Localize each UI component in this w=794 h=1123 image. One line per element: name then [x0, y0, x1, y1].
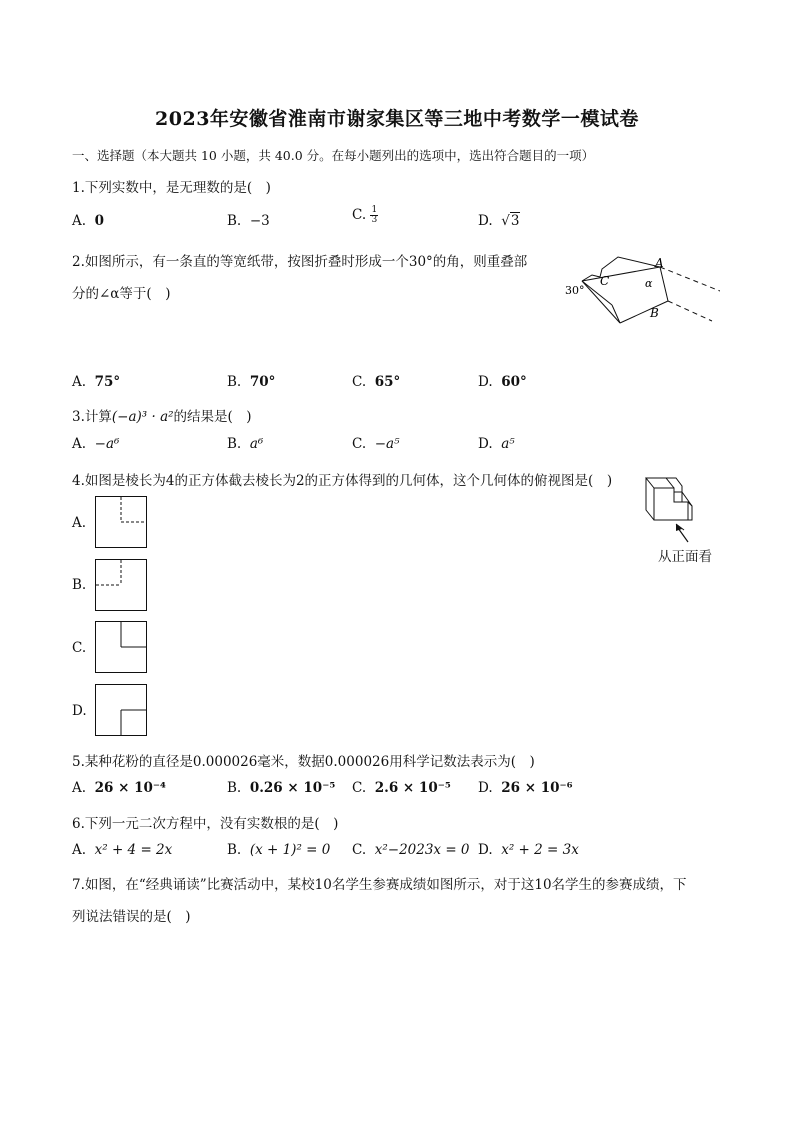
option-letter: A. — [72, 842, 87, 858]
question-5-option-c[interactable] — [352, 780, 451, 796]
question-1-option-c[interactable] — [352, 206, 378, 225]
option-letter: B. — [227, 213, 242, 229]
option-letter: C. — [352, 207, 367, 223]
page-title: 2023年安徽省淮南市谢家集区等三地中考数学一模试卷 — [155, 108, 639, 130]
option-letter: C. — [352, 436, 367, 452]
question-3-stem — [72, 405, 252, 425]
question-6-option-d[interactable] — [478, 842, 579, 858]
option-letter: D. — [478, 780, 493, 796]
question-5-option-a[interactable] — [72, 780, 166, 796]
top-view-d-lines — [95, 684, 147, 736]
question-5-option-b[interactable] — [227, 780, 335, 796]
option-letter: B. — [227, 436, 242, 452]
question-3-option-c[interactable] — [352, 436, 400, 452]
question-2-option-c[interactable] — [352, 374, 400, 390]
question-2-stem-line2: 分的∠α等于( ) — [72, 286, 171, 302]
question-5-option-d[interactable] — [478, 780, 573, 796]
option-value: 0 — [94, 213, 105, 229]
option-letter: D. — [478, 374, 493, 390]
top-view-b-lines — [95, 559, 147, 611]
option-value: 0.26 × 10⁻⁵ — [249, 780, 336, 796]
option-letter: A. — [72, 436, 87, 452]
question-2-option-d[interactable] — [478, 374, 527, 390]
option-value: a⁵ — [501, 436, 515, 452]
option-value: x² + 2 = 3x — [501, 842, 579, 858]
question-6-stem: 6.下列一元二次方程中，没有实数根的是( ) — [72, 816, 339, 832]
option-letter: C. — [352, 842, 367, 858]
question-5-stem: 5.某种花粉的直径是0.000026毫米，数据0.000026用科学记数法表示为( ) — [72, 754, 535, 770]
option-value: −3 — [249, 213, 270, 229]
top-view-d[interactable] — [95, 684, 147, 736]
radicand: 3 — [510, 213, 520, 229]
question-1-stem: 1.下列实数中，是无理数的是( ) — [72, 180, 271, 196]
view-direction-caption: 从正面看 — [658, 549, 712, 565]
label-b: B — [650, 306, 659, 320]
option-letter: B. — [227, 842, 242, 858]
option-value: 60° — [501, 374, 527, 390]
option-letter: D. — [478, 213, 493, 229]
question-4-option-c-label[interactable]: C. — [72, 640, 87, 656]
label-c: C — [600, 274, 610, 288]
option-value: x²−2023x = 0 — [374, 842, 470, 858]
question-4-option-d-label[interactable]: D. — [72, 703, 87, 719]
question-2-option-a[interactable] — [72, 374, 120, 390]
label-alpha: α — [645, 277, 653, 290]
fraction-denominator: 3 — [371, 215, 378, 225]
label-30-degree: 30° — [565, 284, 585, 297]
arrow-icon — [672, 522, 692, 544]
option-letter: A. — [72, 374, 87, 390]
option-letter: D. — [478, 842, 493, 858]
top-view-b[interactable] — [95, 559, 147, 611]
question-7-stem-line1: 7.如图，在“经典诵读”比赛活动中，某校10名学生参赛成绩如图所示，对于这10名学生的参赛成绩，下 — [72, 877, 687, 893]
question-2-stem-line1: 2.如图所示，有一条直的等宽纸带，按图折叠时形成一个30°的角，则重叠部 — [72, 254, 528, 270]
option-value: x² + 4 = 2x — [94, 842, 173, 858]
question-1-option-b[interactable] — [227, 213, 270, 229]
option-letter: A. — [72, 213, 87, 229]
option-value: 2.6 × 10⁻⁵ — [374, 780, 451, 796]
stem-expression: (−a)³ · a² — [111, 409, 174, 425]
option-letter: D. — [478, 436, 493, 452]
top-view-a-lines — [95, 496, 147, 548]
question-3-option-a[interactable] — [72, 436, 119, 452]
question-6-option-c[interactable] — [352, 842, 470, 858]
question-4-option-b-label[interactable]: B. — [72, 577, 87, 593]
option-value: −a⁵ — [374, 436, 400, 452]
option-value: 26 × 10⁻⁴ — [94, 780, 166, 796]
option-letter: C. — [352, 780, 367, 796]
section-heading: 一、选择题（本大题共 10 小题，共 40.0 分。在每小题列出的选项中，选出符合题目的一项） — [72, 148, 595, 163]
question-3-option-d[interactable] — [478, 436, 515, 452]
top-view-c-lines — [95, 621, 147, 673]
option-value: a⁶ — [249, 436, 264, 452]
option-letter: C. — [352, 374, 367, 390]
option-value: 65° — [374, 374, 401, 390]
option-letter: A. — [72, 780, 87, 796]
question-1-option-d[interactable] — [478, 213, 520, 229]
option-value: 70° — [249, 374, 276, 390]
label-a: A — [655, 256, 664, 270]
fraction-numerator: 1 — [371, 205, 378, 215]
question-7-stem-line2: 列说法错误的是( ) — [72, 909, 191, 925]
option-value: 75° — [94, 374, 121, 390]
option-letter: B. — [227, 780, 242, 796]
fraction — [370, 206, 378, 225]
stem-text: 3.计算 — [72, 409, 112, 425]
option-letter: B. — [227, 374, 242, 390]
question-6-option-b[interactable] — [227, 842, 330, 858]
question-2-option-b[interactable] — [227, 374, 275, 390]
question-4-stem: 4.如图是棱长为4的正方体截去棱长为2的正方体得到的几何体，这个几何体的俯视图是( ) — [72, 473, 613, 489]
question-1-option-a[interactable] — [72, 213, 104, 229]
option-value: (x + 1)² = 0 — [249, 842, 331, 858]
stem-text: 的结果是( ) — [173, 409, 252, 425]
sqrt-symbol: √3 — [501, 213, 520, 229]
folded-strip-figure — [560, 245, 720, 330]
option-value: −a⁶ — [94, 436, 120, 452]
top-view-c[interactable] — [95, 621, 147, 673]
question-6-option-a[interactable] — [72, 842, 172, 858]
option-value: 26 × 10⁻⁶ — [501, 780, 573, 796]
top-view-a[interactable] — [95, 496, 147, 548]
question-3-option-b[interactable] — [227, 436, 263, 452]
question-4-option-a-label[interactable]: A. — [72, 515, 87, 531]
